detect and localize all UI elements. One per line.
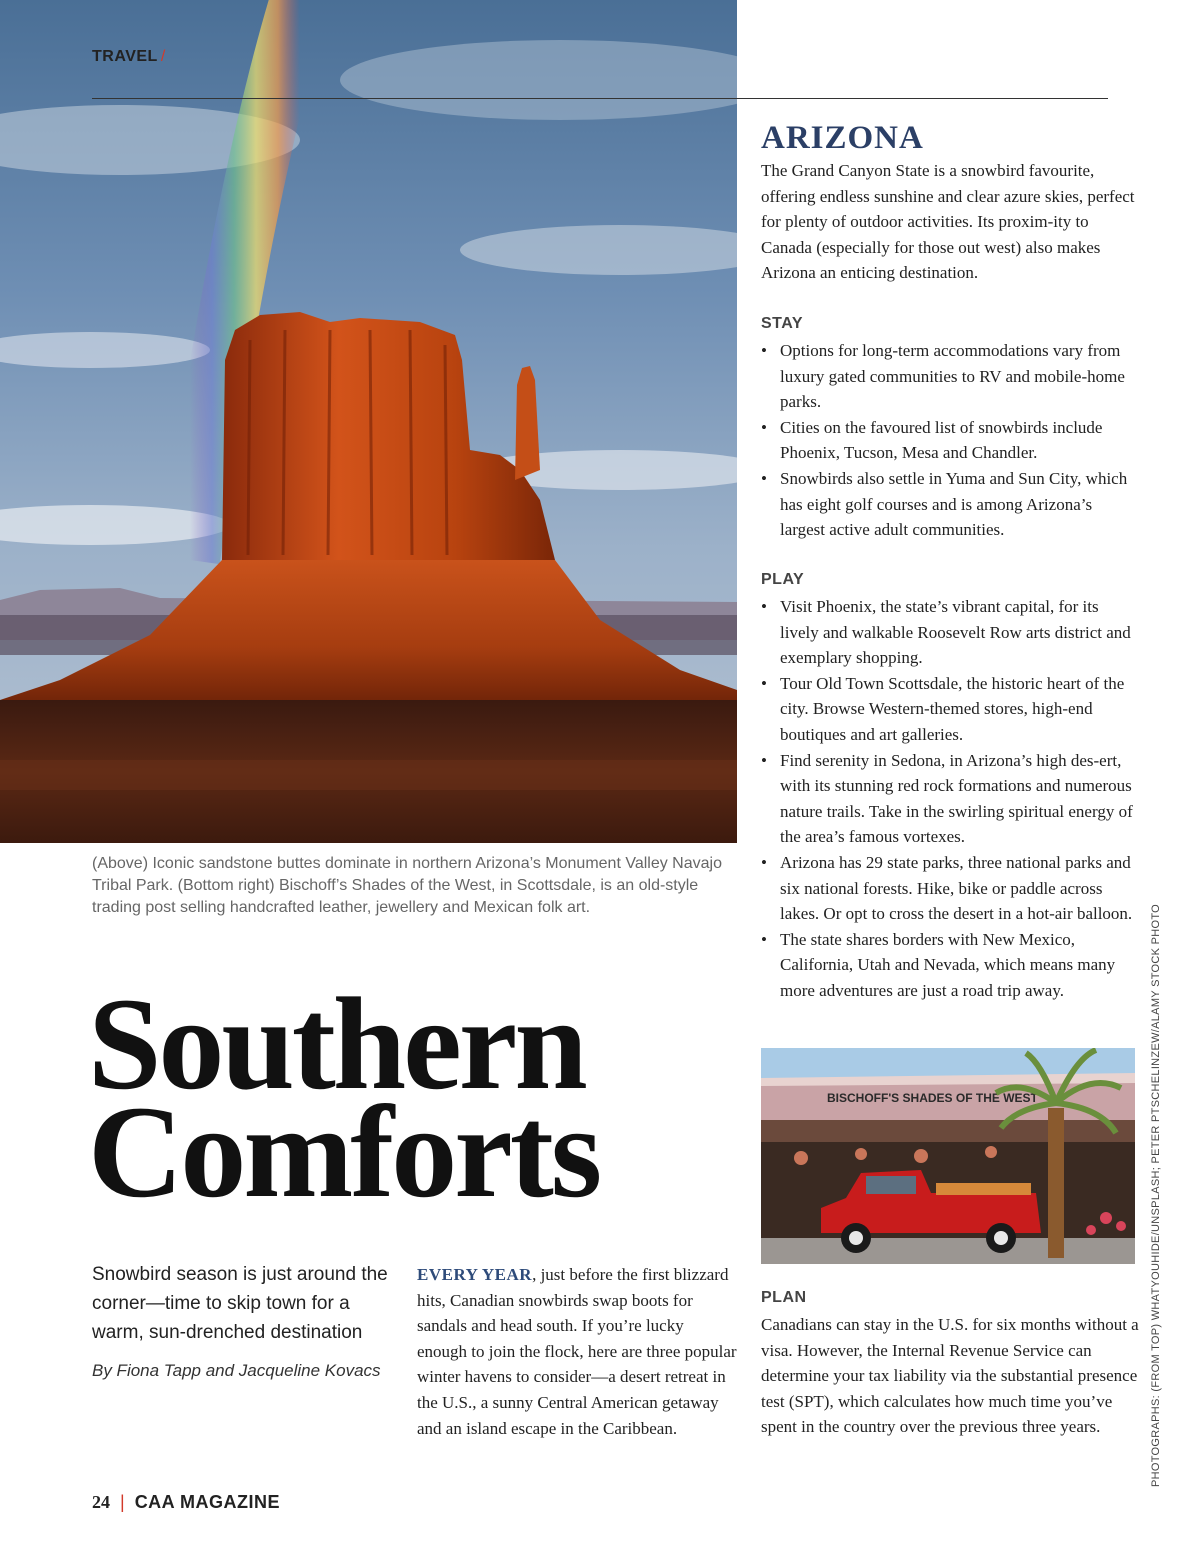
list-item: • Cities on the favoured list of snowbirds include Phoenix, Tucson, Mesa and Chandler. [761, 415, 1141, 466]
list-item: • The state shares borders with New Mexico, California, Utah and Nevada, which means many more adventures are just a road trip away. [761, 927, 1141, 1004]
stay-heading: STAY [761, 315, 804, 332]
list-item: • Options for long-term accommodations vary from luxury gated communities to RV and mobile-home parks. [761, 338, 1141, 415]
stay-list [761, 338, 1141, 543]
plan-text: Canadians can stay in the U.S. for six months without a visa. However, the Internal Revenue Service can determine your tax liability via the substantial presence test (SPT), which calculates how much time you’ve spent in the country over the previous three years. [761, 1315, 1139, 1437]
section-label [92, 48, 166, 66]
byline: By Fiona Tapp and Jacqueline Kovacs [92, 1361, 381, 1380]
shop-photo [761, 1048, 1135, 1264]
list-item: • Tour Old Town Scottsdale, the historic heart of the city. Browse Western-themed stores, high-end boutiques and art galleries. [761, 671, 1141, 748]
headline [88, 970, 600, 1225]
shop-sign: BISCHOFF'S SHADES OF THE WEST [827, 1091, 1038, 1105]
play-heading: PLAY [761, 571, 805, 588]
page-number: 24 [92, 1492, 110, 1512]
section-name: TRAVEL [92, 48, 158, 65]
page-footer [92, 1492, 280, 1513]
arizona-intro: The Grand Canyon State is a snowbird favourite, offering endless sunshine and clear azure skies, perfect for plenty of outdoor activities. Its proxim-ity to Canada (especially for those out west) also makes Arizona an enticing destination. [761, 161, 1135, 283]
trading-post-red-truck-photo [761, 1048, 1135, 1264]
list-item: • Find serenity in Sedona, in Arizona’s high des-ert, with its stunning red rock formations and numerous nature trails. Take in the swirling spiritual energy of the area’s famous vortexes. [761, 748, 1141, 850]
intro-text: , just before the first blizzard hits, Canadian snowbirds swap boots for sandals and head south. If you’re lucky enough to join the flock, here are three popular winter havens to consider—a desert retreat in the U.S., a sunny Central American getaway and an island escape in the Caribbean. [417, 1265, 737, 1438]
monument-valley-butte-rainbow-photo [0, 0, 737, 843]
intro-lead: EVERY YEAR [417, 1265, 533, 1284]
list-item: • Arizona has 29 state parks, three national parks and six national forests. Hike, bike or paddle across lakes. Or opt to cross the desert in a hot-air balloon. [761, 850, 1141, 927]
intro-paragraph [417, 1262, 737, 1441]
hero-photo [0, 0, 737, 843]
header-divider [92, 98, 1108, 99]
footer-separator: | [120, 1492, 125, 1512]
list-item: • Snowbirds also settle in Yuma and Sun City, which has eight golf courses and is among Arizona’s largest active adult communities. [761, 466, 1141, 543]
magazine-name: CAA MAGAZINE [134, 1492, 281, 1512]
photo-credit: PHOTOGRAPHS: (FROM TOP) WHATYOUHIDE/UNSPLASH; PETER PTSCHELINZEW/ALAMY STOCK PHOTO [1150, 903, 1162, 1487]
headline-line-1: Southern [88, 970, 585, 1117]
dek: Snowbird season is just around the corner—time to skip town for a warm, sun-drenched destination [92, 1264, 388, 1343]
play-list [761, 594, 1141, 1004]
list-item: • Visit Phoenix, the state’s vibrant capital, for its lively and walkable Roosevelt Row arts district and exemplary shopping. [761, 594, 1141, 671]
photo-caption: (Above) Iconic sandstone buttes dominate in northern Arizona’s Monument Valley Navajo Tribal Park. (Bottom right) Bischoff’s Shades of the West, in Scottsdale, is an old-style trading post selling handcrafted leather, jewellery and Mexican folk art. [92, 855, 722, 916]
section-slash: / [160, 48, 166, 65]
state-title: ARIZONA [761, 120, 924, 156]
headline-line-2: Comforts [88, 1078, 600, 1225]
plan-heading: PLAN [761, 1289, 807, 1306]
arizona-intro-block [761, 118, 1139, 286]
